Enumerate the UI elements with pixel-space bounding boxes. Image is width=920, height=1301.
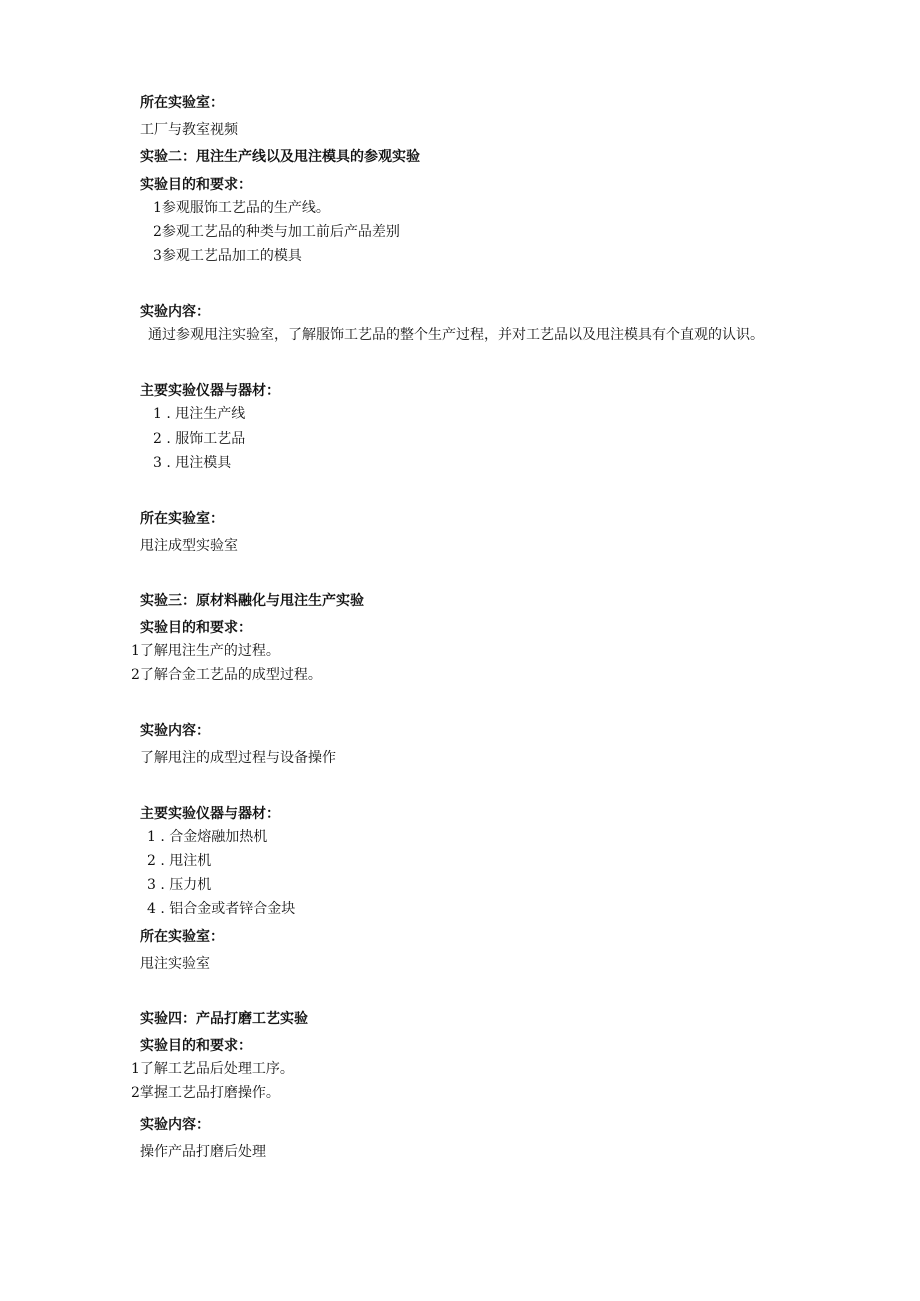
content-label: 实验内容： <box>140 1117 210 1133</box>
equipment-item: 2 . 甩注机 <box>147 853 212 869</box>
purpose-item: 1了解工艺品后处理工序。 <box>131 1061 294 1077</box>
lab-label: 所在实验室： <box>140 929 224 945</box>
equipment-label: 主要实验仪器与器材： <box>140 806 280 822</box>
experiment-title: 实验四：产品打磨工艺实验 <box>140 1011 308 1027</box>
purpose-item: 1参观服饰工艺品的生产线。 <box>153 200 330 216</box>
purpose-label: 实验目的和要求： <box>140 620 252 636</box>
content-label: 实验内容： <box>140 304 210 320</box>
purpose-label: 实验目的和要求： <box>140 177 252 193</box>
content-label: 实验内容： <box>140 723 210 739</box>
equipment-label: 主要实验仪器与器材： <box>140 383 280 399</box>
lab-value: 甩注成型实验室 <box>140 538 238 554</box>
purpose-item: 2掌握工艺品打磨操作。 <box>131 1085 280 1101</box>
lab-label: 所在实验室： <box>140 511 224 527</box>
content-text: 通过参观甩注实验室，了解服饰工艺品的整个生产过程，并对工艺品以及甩注模具有个直观的认识。 <box>148 327 764 343</box>
equipment-item: 4 . 铝合金或者锌合金块 <box>147 901 296 917</box>
experiment-title: 实验二：甩注生产线以及甩注模具的参观实验 <box>140 149 420 165</box>
content-text: 操作产品打磨后处理 <box>140 1144 266 1160</box>
content-text: 了解甩注的成型过程与设备操作 <box>140 750 336 766</box>
lab-value: 工厂与教室视频 <box>140 122 238 138</box>
purpose-item: 3参观工艺品加工的模具 <box>153 248 302 264</box>
equipment-item: 1 . 甩注生产线 <box>153 406 246 422</box>
purpose-item: 1了解甩注生产的过程。 <box>131 643 280 659</box>
equipment-item: 2 . 服饰工艺品 <box>153 431 246 447</box>
equipment-item: 3 . 甩注模具 <box>153 455 232 471</box>
experiment-title: 实验三：原材料融化与甩注生产实验 <box>140 593 364 609</box>
purpose-item: 2了解合金工艺品的成型过程。 <box>131 667 322 683</box>
purpose-item: 2参观工艺品的种类与加工前后产品差别 <box>153 224 400 240</box>
lab-label: 所在实验室： <box>140 95 224 111</box>
equipment-item: 1 . 合金熔融加热机 <box>147 829 268 845</box>
purpose-label: 实验目的和要求： <box>140 1038 252 1054</box>
equipment-item: 3 . 压力机 <box>147 877 212 893</box>
lab-value: 甩注实验室 <box>140 956 210 972</box>
